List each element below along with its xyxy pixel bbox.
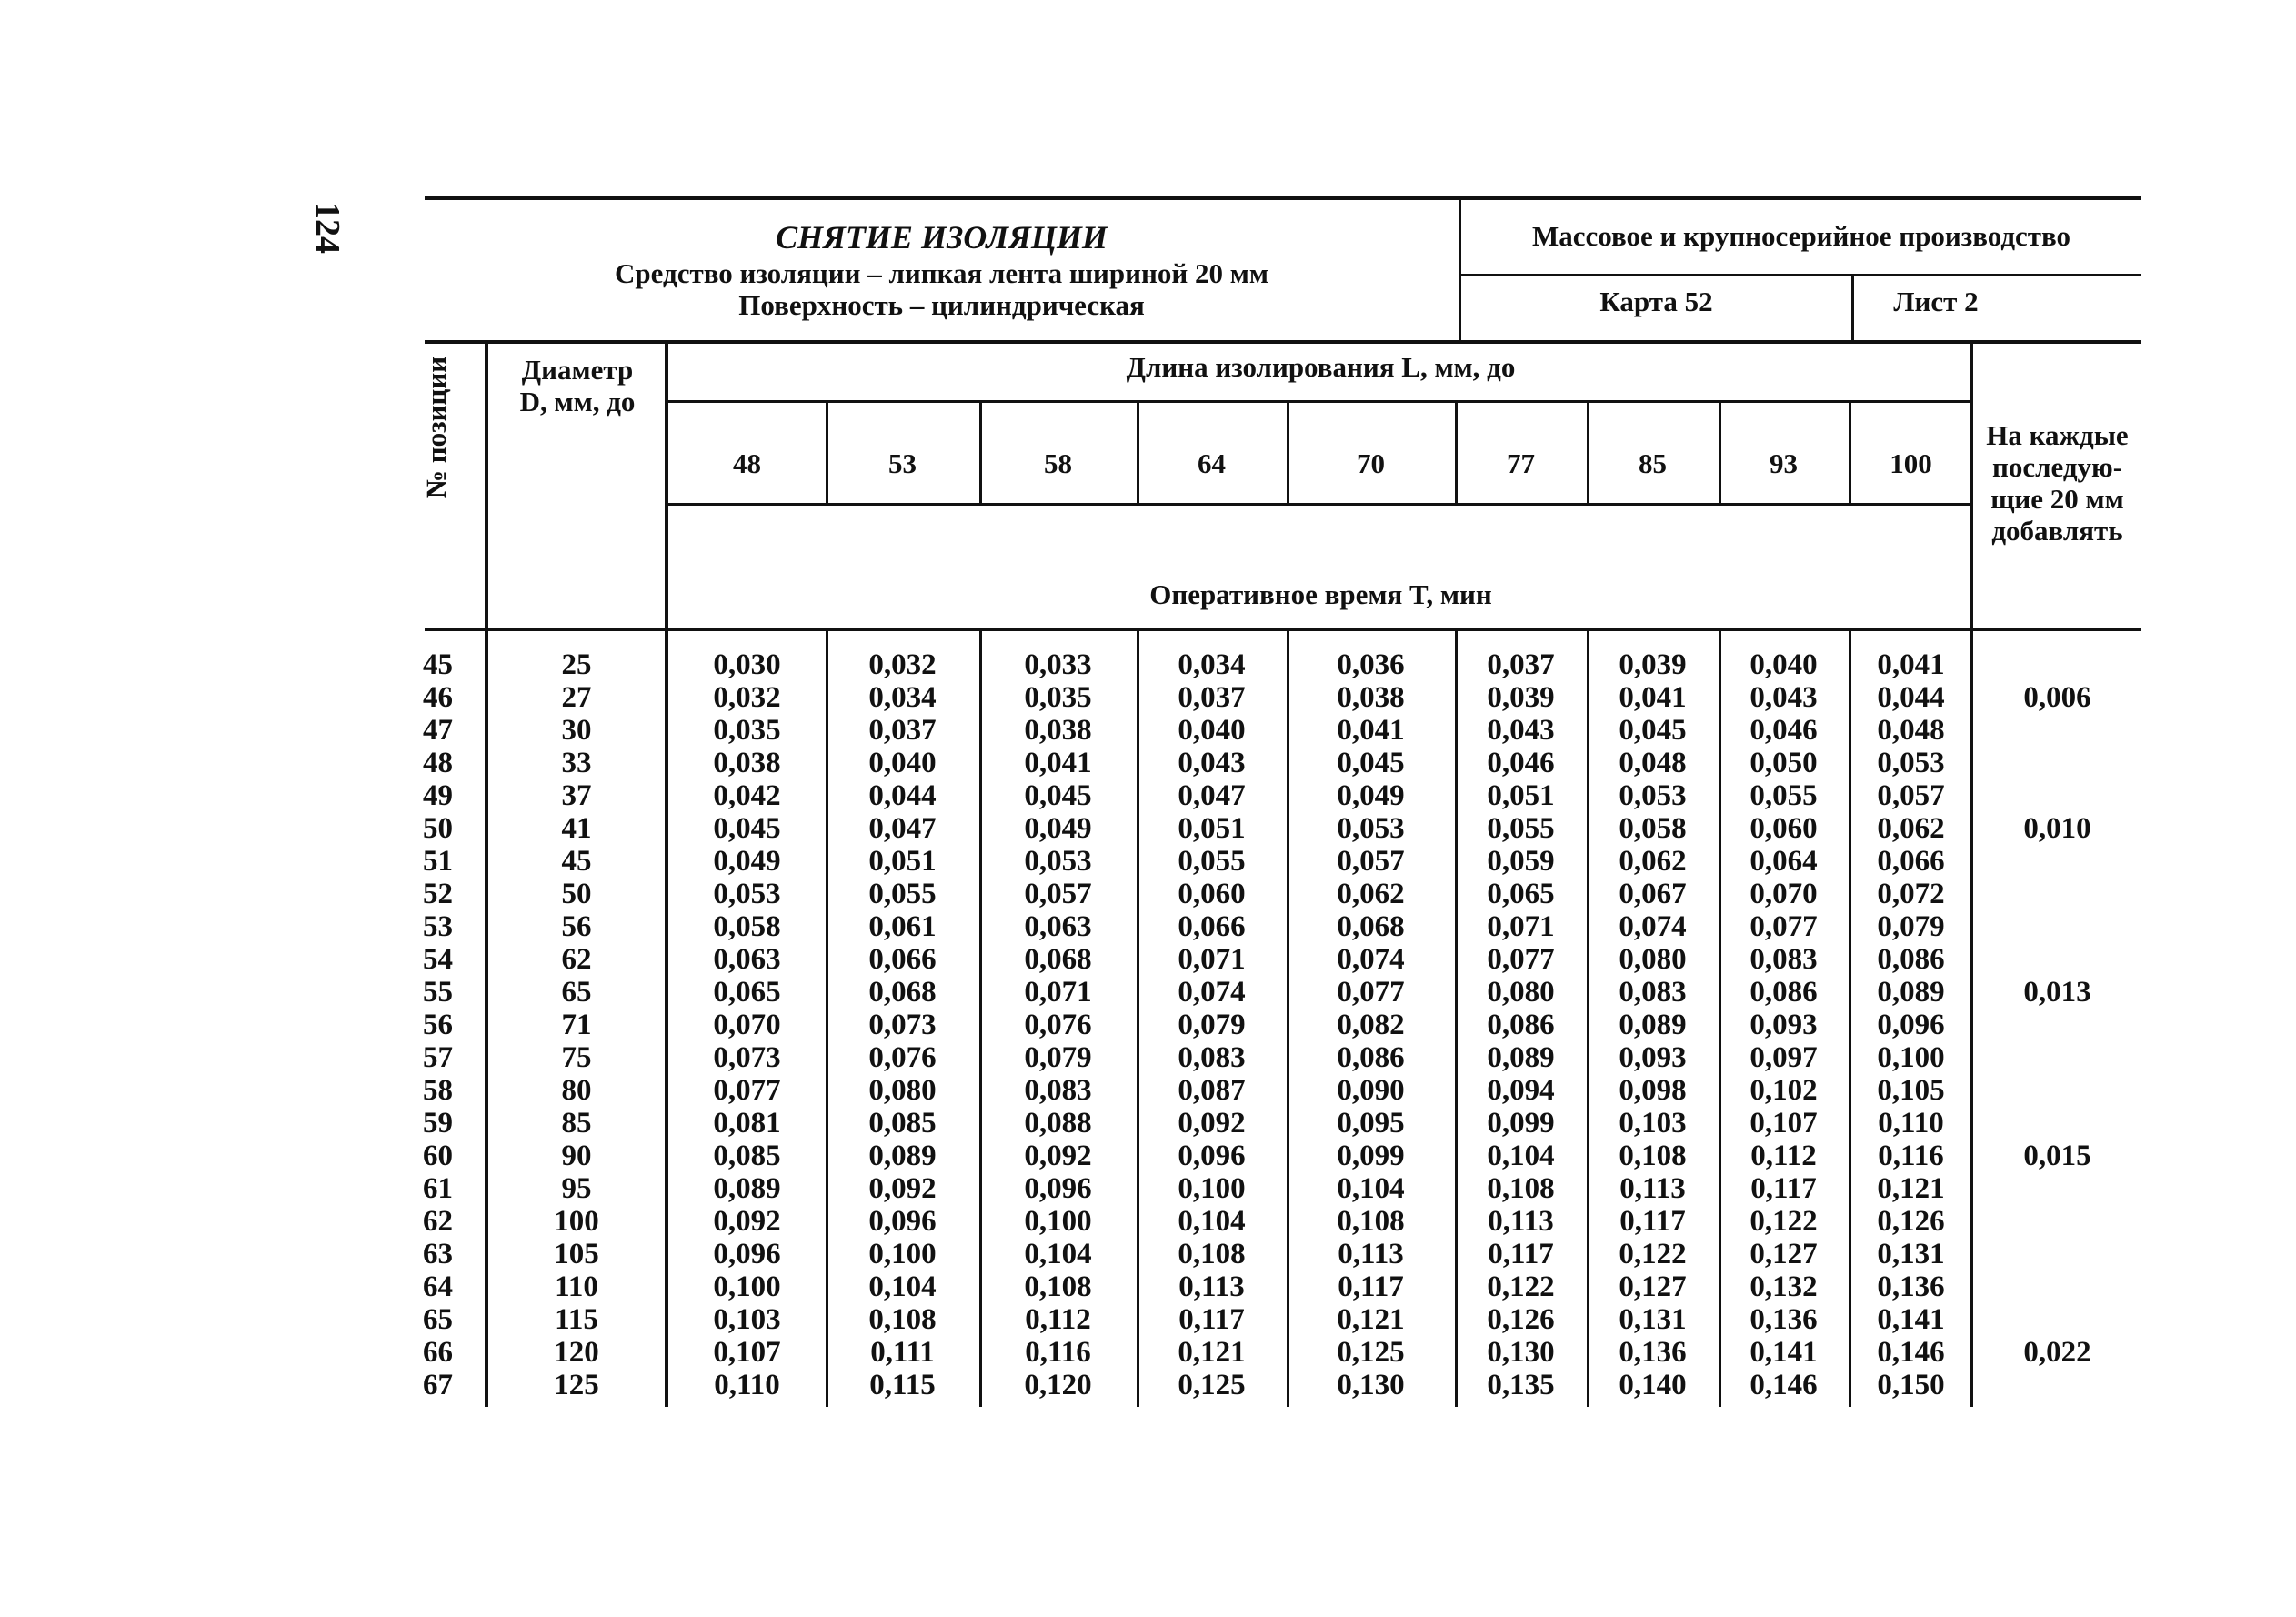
time-value: 0,070 [713,1009,781,1041]
time-value: 0,085 [713,1140,781,1172]
time-value: 0,104 [1024,1238,1092,1270]
time-value: 0,086 [1337,1041,1405,1074]
time-value: 0,098 [1619,1074,1687,1107]
time-value: 0,113 [1178,1270,1245,1303]
time-value: 0,032 [713,681,781,714]
time-value: 0,086 [1750,976,1818,1009]
time-value: 0,057 [1337,845,1405,878]
time-value: 0,112 [1750,1140,1817,1172]
time-value: 0,130 [1487,1336,1555,1369]
position-number: 50 [423,812,453,845]
diameter-value: 75 [561,1041,592,1074]
position-number: 62 [423,1205,453,1238]
time-value: 0,055 [1750,779,1818,812]
time-value: 0,146 [1877,1336,1945,1369]
length-heading: 85 [1639,447,1667,479]
time-value: 0,050 [1750,747,1818,779]
time-value: 0,079 [1024,1041,1092,1074]
time-value: 0,117 [1338,1270,1404,1303]
time-value: 0,131 [1877,1238,1945,1270]
time-value: 0,073 [713,1041,781,1074]
position-number: 51 [423,845,453,878]
time-value: 0,121 [1337,1303,1405,1336]
time-value: 0,055 [1487,812,1555,845]
time-value: 0,060 [1178,878,1246,910]
add-per-20mm-value: 0,010 [2023,812,2091,845]
time-value: 0,082 [1337,1009,1405,1041]
time-value: 0,116 [1878,1140,1944,1172]
time-value: 0,086 [1487,1009,1555,1041]
time-value: 0,100 [713,1270,781,1303]
diameter-value: 41 [561,812,592,845]
time-value: 0,057 [1877,779,1945,812]
time-value: 0,040 [1750,648,1818,681]
time-value: 0,051 [868,845,937,878]
time-value: 0,079 [1178,1009,1246,1041]
time-value: 0,077 [1750,910,1818,943]
add-per-20mm-value: 0,022 [2023,1336,2091,1369]
time-value: 0,130 [1337,1369,1405,1401]
time-value: 0,041 [1619,681,1687,714]
time-value: 0,057 [1024,878,1092,910]
diameter-value: 33 [561,747,592,779]
time-value: 0,146 [1750,1369,1818,1401]
time-value: 0,113 [1488,1205,1554,1238]
time-value: 0,090 [1337,1074,1405,1107]
length-label-rule [668,400,1973,403]
time-value: 0,096 [713,1238,781,1270]
time-value: 0,068 [1337,910,1405,943]
diameter-value: 100 [554,1205,599,1238]
diameter-value: 30 [561,714,592,747]
time-value: 0,093 [1750,1009,1818,1041]
time-value: 0,073 [868,1009,937,1041]
time-value: 0,112 [1025,1303,1091,1336]
time-value: 0,076 [1024,1009,1092,1041]
diameter-value: 125 [554,1369,599,1401]
length-heading: 93 [1770,447,1798,479]
time-value: 0,036 [1337,648,1405,681]
add-label-line3: щие 20 мм [1990,483,2124,515]
time-value: 0,108 [1619,1140,1687,1172]
time-value: 0,136 [1877,1270,1945,1303]
time-value: 0,100 [1178,1172,1246,1205]
time-value: 0,051 [1487,779,1555,812]
time-value: 0,071 [1024,976,1092,1009]
time-value: 0,108 [1487,1172,1555,1205]
length-heading: 64 [1198,447,1226,479]
time-value: 0,117 [1488,1238,1554,1270]
time-value: 0,048 [1877,714,1945,747]
diameter-value: 65 [561,976,592,1009]
time-value: 0,047 [868,812,937,845]
time-value: 0,083 [1619,976,1687,1009]
time-value: 0,108 [1024,1270,1092,1303]
time-value: 0,117 [1178,1303,1245,1336]
diameter-value: 95 [561,1172,592,1205]
add-label-line1: На каждые [1986,419,2129,451]
diameter-value: 25 [561,648,592,681]
time-value: 0,038 [1337,681,1405,714]
position-number: 55 [423,976,453,1009]
time-value: 0,062 [1877,812,1945,845]
time-value: 0,104 [1178,1205,1246,1238]
time-value: 0,141 [1877,1303,1945,1336]
time-value: 0,117 [1619,1205,1686,1238]
diameter-value: 71 [561,1009,592,1041]
time-value: 0,048 [1619,747,1687,779]
time-value: 0,037 [868,714,937,747]
time-value: 0,127 [1750,1238,1818,1270]
column-header-top-rule [425,340,2141,344]
header-top-rule [425,196,2141,200]
table-subtitle-insulation: Средство изоляции – липкая лента шириной 20 мм [615,257,1268,289]
time-value: 0,080 [1619,943,1687,976]
time-value: 0,055 [868,878,937,910]
time-value: 0,117 [1750,1172,1817,1205]
time-value: 0,071 [1487,910,1555,943]
time-value: 0,043 [1750,681,1818,714]
position-number: 56 [423,1009,453,1041]
position-number: 47 [423,714,453,747]
time-value: 0,104 [868,1270,937,1303]
time-value: 0,140 [1619,1369,1687,1401]
time-value: 0,107 [1750,1107,1818,1140]
time-value: 0,110 [714,1369,780,1401]
time-value: 0,111 [870,1336,935,1369]
position-label: № позиции [420,356,452,499]
time-value: 0,077 [713,1074,781,1107]
time-value: 0,045 [1337,747,1405,779]
length-values-rule [668,503,1973,506]
length-label: Длина изолирования L, мм, до [1126,351,1516,383]
time-value: 0,070 [1750,878,1818,910]
time-value: 0,063 [713,943,781,976]
position-number: 64 [423,1270,453,1303]
position-number: 52 [423,878,453,910]
time-value: 0,038 [1024,714,1092,747]
time-value: 0,121 [1178,1336,1246,1369]
time-value: 0,089 [713,1172,781,1205]
time-value: 0,041 [1337,714,1405,747]
time-value: 0,092 [713,1205,781,1238]
time-value: 0,105 [1877,1074,1945,1107]
time-value: 0,093 [1619,1041,1687,1074]
time-value: 0,100 [1024,1205,1092,1238]
time-value: 0,074 [1178,976,1246,1009]
time-value: 0,092 [1178,1107,1246,1140]
time-value: 0,067 [1619,878,1687,910]
position-number: 67 [423,1369,453,1401]
time-value: 0,085 [868,1107,937,1140]
time-value: 0,108 [1178,1238,1246,1270]
time-value: 0,053 [1619,779,1687,812]
time-value: 0,068 [1024,943,1092,976]
time-value: 0,104 [1487,1140,1555,1172]
time-value: 0,107 [713,1336,781,1369]
time-value: 0,104 [1337,1172,1405,1205]
time-value: 0,053 [1024,845,1092,878]
time-value: 0,126 [1877,1205,1945,1238]
time-value: 0,113 [1619,1172,1686,1205]
time-value: 0,039 [1487,681,1555,714]
time-value: 0,074 [1337,943,1405,976]
position-number: 58 [423,1074,453,1107]
time-value: 0,065 [1487,878,1555,910]
diameter-value: 80 [561,1074,592,1107]
time-value: 0,079 [1877,910,1945,943]
time-value: 0,121 [1877,1172,1945,1205]
length-heading: 77 [1507,447,1535,479]
add-per-20mm-value: 0,015 [2023,1140,2091,1172]
time-value: 0,126 [1487,1303,1555,1336]
time-value: 0,094 [1487,1074,1555,1107]
time-value: 0,066 [1877,845,1945,878]
time-value: 0,045 [1024,779,1092,812]
table-subtitle-surface: Поверхность – цилиндрическая [738,289,1145,321]
time-value: 0,087 [1178,1074,1246,1107]
diameter-value: 50 [561,878,592,910]
time-value: 0,045 [1619,714,1687,747]
time-value: 0,083 [1178,1041,1246,1074]
header-production-rule [1459,274,2141,276]
position-number: 46 [423,681,453,714]
time-value: 0,055 [1178,845,1246,878]
add-per-20mm-value: 0,006 [2023,681,2091,714]
time-value: 0,081 [713,1107,781,1140]
time-value: 0,141 [1750,1336,1818,1369]
time-value: 0,039 [1619,648,1687,681]
time-value: 0,072 [1877,878,1945,910]
time-value: 0,116 [1025,1336,1091,1369]
table-title: СНЯТИЕ ИЗОЛЯЦИИ [776,219,1108,256]
time-value: 0,089 [868,1140,937,1172]
time-value: 0,041 [1877,648,1945,681]
time-value: 0,122 [1487,1270,1555,1303]
time-value: 0,108 [868,1303,937,1336]
time-value: 0,042 [713,779,781,812]
time-value: 0,034 [1178,648,1246,681]
time-value: 0,041 [1024,747,1092,779]
add-per-20mm-value: 0,013 [2023,976,2091,1009]
diameter-value: 120 [554,1336,599,1369]
time-value: 0,108 [1337,1205,1405,1238]
diameter-value: 62 [561,943,592,976]
length-heading: 100 [1890,447,1932,479]
time-value: 0,044 [1877,681,1945,714]
column-header-bottom-rule [425,628,2141,631]
page-number: 124 [308,202,346,254]
time-value: 0,043 [1487,714,1555,747]
time-value: 0,136 [1750,1303,1818,1336]
time-value: 0,053 [713,878,781,910]
position-number: 54 [423,943,453,976]
time-value: 0,115 [869,1369,936,1401]
time-value: 0,077 [1337,976,1405,1009]
time-value: 0,046 [1487,747,1555,779]
position-number: 45 [423,648,453,681]
time-value: 0,061 [868,910,937,943]
time-value: 0,035 [1024,681,1092,714]
length-heading: 48 [733,447,761,479]
time-value: 0,113 [1338,1238,1404,1270]
time-value: 0,110 [1878,1107,1944,1140]
time-value: 0,080 [1487,976,1555,1009]
time-value: 0,065 [713,976,781,1009]
time-value: 0,038 [713,747,781,779]
length-heading: 53 [888,447,917,479]
header-divider [1459,196,1461,340]
position-number: 66 [423,1336,453,1369]
time-value: 0,051 [1178,812,1246,845]
time-value: 0,096 [1877,1009,1945,1041]
time-value: 0,103 [713,1303,781,1336]
diameter-value: 90 [561,1140,592,1172]
time-value: 0,096 [1024,1172,1092,1205]
time-value: 0,037 [1178,681,1246,714]
time-value: 0,089 [1619,1009,1687,1041]
time-value: 0,083 [1024,1074,1092,1107]
time-value: 0,040 [868,747,937,779]
diameter-label-line2: D, мм, до [519,386,636,417]
time-value: 0,045 [713,812,781,845]
position-number: 60 [423,1140,453,1172]
time-value: 0,125 [1337,1336,1405,1369]
time-value: 0,043 [1178,747,1246,779]
time-value: 0,125 [1178,1369,1246,1401]
time-value: 0,044 [868,779,937,812]
time-value: 0,030 [713,648,781,681]
position-number: 63 [423,1238,453,1270]
production-type: Массовое и крупносерийное производство [1531,220,2071,252]
time-value: 0,096 [1178,1140,1246,1172]
time-value: 0,066 [1178,910,1246,943]
sheet-number: Лист 2 [1893,286,1979,317]
position-number: 65 [423,1303,453,1336]
time-value: 0,049 [1337,779,1405,812]
time-value: 0,063 [1024,910,1092,943]
diameter-value: 56 [561,910,592,943]
diameter-value: 115 [555,1303,598,1336]
time-value: 0,032 [868,648,937,681]
time-value: 0,062 [1337,878,1405,910]
time-value: 0,076 [868,1041,937,1074]
time-value: 0,071 [1178,943,1246,976]
time-value: 0,062 [1619,845,1687,878]
card-number: Карта 52 [1599,286,1713,317]
time-value: 0,127 [1619,1270,1687,1303]
time-value: 0,047 [1178,779,1246,812]
diameter-value: 105 [554,1238,599,1270]
time-value: 0,049 [1024,812,1092,845]
diameter-value: 37 [561,779,592,812]
diameter-value: 27 [561,681,592,714]
time-value: 0,122 [1619,1238,1687,1270]
time-value: 0,053 [1877,747,1945,779]
time-value: 0,102 [1750,1074,1818,1107]
time-value: 0,089 [1877,976,1945,1009]
position-number: 48 [423,747,453,779]
time-value: 0,068 [868,976,937,1009]
diameter-value: 45 [561,845,592,878]
position-number: 57 [423,1041,453,1074]
length-heading: 58 [1044,447,1072,479]
time-value: 0,058 [713,910,781,943]
length-heading: 70 [1357,447,1385,479]
time-value: 0,089 [1487,1041,1555,1074]
time-value: 0,088 [1024,1107,1092,1140]
time-value: 0,083 [1750,943,1818,976]
time-value: 0,077 [1487,943,1555,976]
time-value: 0,100 [1877,1041,1945,1074]
time-value: 0,100 [868,1238,937,1270]
diameter-value: 110 [555,1270,598,1303]
time-value: 0,034 [868,681,937,714]
operative-time-label: Оперативное время T, мин [1149,578,1492,610]
add-label-line2: последую- [1991,451,2123,483]
time-value: 0,049 [713,845,781,878]
time-value: 0,040 [1178,714,1246,747]
time-value: 0,131 [1619,1303,1687,1336]
time-value: 0,097 [1750,1041,1818,1074]
time-value: 0,095 [1337,1107,1405,1140]
time-value: 0,074 [1619,910,1687,943]
time-value: 0,064 [1750,845,1818,878]
position-number: 49 [423,779,453,812]
time-value: 0,092 [868,1172,937,1205]
time-value: 0,150 [1877,1369,1945,1401]
diameter-label-line1: Диаметр [521,354,634,386]
time-value: 0,136 [1619,1336,1687,1369]
time-value: 0,092 [1024,1140,1092,1172]
time-value: 0,058 [1619,812,1687,845]
time-value: 0,120 [1024,1369,1092,1401]
time-value: 0,099 [1487,1107,1555,1140]
time-value: 0,096 [868,1205,937,1238]
time-value: 0,037 [1487,648,1555,681]
time-value: 0,103 [1619,1107,1687,1140]
time-value: 0,135 [1487,1369,1555,1401]
time-value: 0,122 [1750,1205,1818,1238]
time-value: 0,066 [868,943,937,976]
position-number: 61 [423,1172,453,1205]
position-number: 53 [423,910,453,943]
time-value: 0,080 [868,1074,937,1107]
add-label-line4: добавлять [1991,515,2123,547]
time-value: 0,033 [1024,648,1092,681]
time-value: 0,060 [1750,812,1818,845]
diameter-value: 85 [561,1107,592,1140]
time-value: 0,132 [1750,1270,1818,1303]
time-value: 0,099 [1337,1140,1405,1172]
time-value: 0,035 [713,714,781,747]
time-value: 0,046 [1750,714,1818,747]
time-value: 0,086 [1877,943,1945,976]
time-value: 0,053 [1337,812,1405,845]
position-number: 59 [423,1107,453,1140]
time-value: 0,059 [1487,845,1555,878]
